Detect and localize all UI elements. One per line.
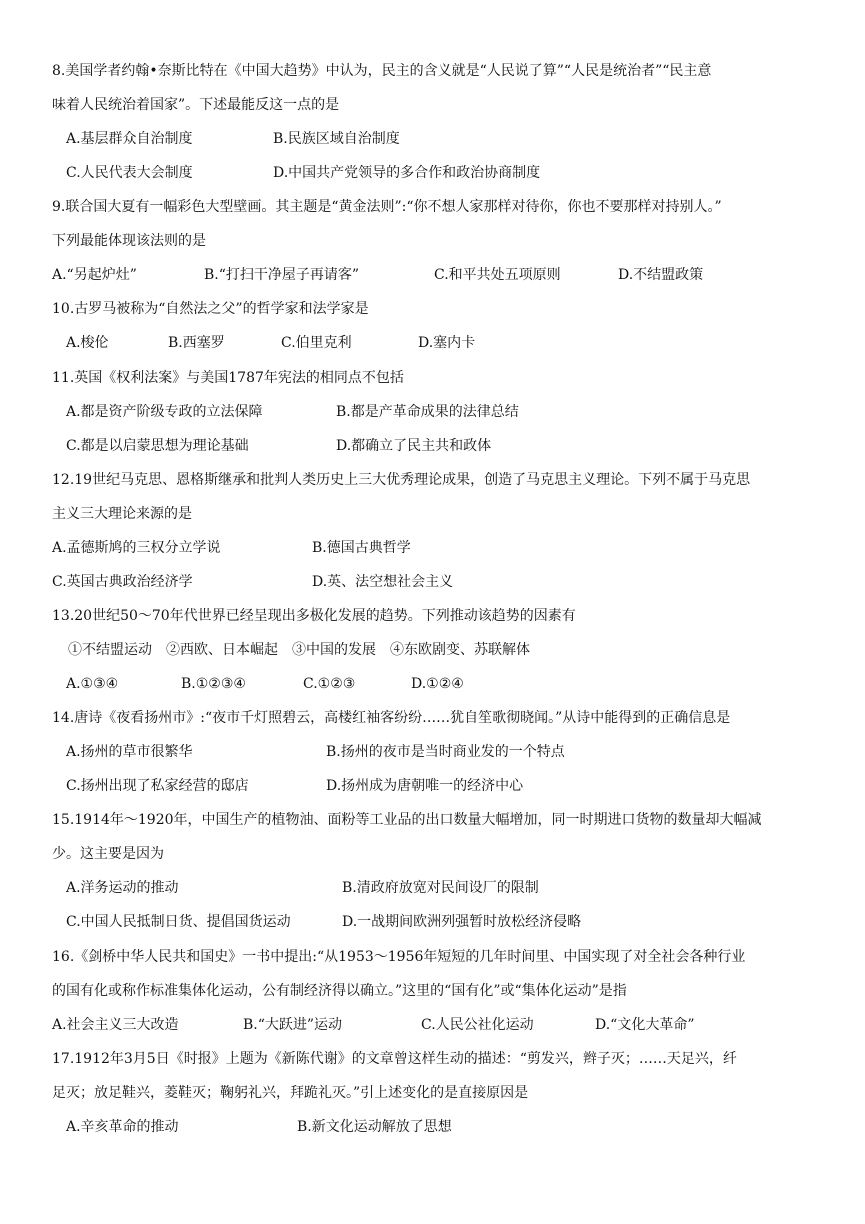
q12-options-row1	[52, 538, 813, 558]
q12-options-row2	[52, 572, 813, 592]
q12-option-a: A.孟德斯鸠的三权分立学说	[52, 540, 221, 556]
q17-option-b: B.新文化运动解放了思想	[297, 1119, 452, 1135]
q17-option-a: A.辛亥革命的推动	[66, 1119, 179, 1135]
q14-option-a: A.扬州的草市很繁华	[66, 744, 193, 760]
q8-stem-line1: 8.美国学者约翰•奈斯比特在《中国大趋势》中认为，民主的含义就是“人民说了算”“人民是统治者”“民主意	[52, 63, 712, 79]
q17-stem-line2: 足灭；放足鞋兴，菱鞋灭；鞠躬礼兴，拜跪礼灭。”引上述变化的是直接原因是	[52, 1085, 529, 1101]
q9-option-c: C.和平共处五项原则	[434, 267, 561, 283]
q9-stem-line1: 9.联合国大夏有一幅彩色大型壁画。其主题是“黄金法则”:“你不想人家那样对待你，你也不要那样对持别人。”	[52, 199, 722, 215]
q8-option-a: A.基层群众自治制度	[66, 131, 193, 147]
q15-option-c: C.中国人民抵制日货、提倡国货运动	[66, 914, 291, 930]
q9-stem-line2: 下列最能体现该法则的是	[52, 233, 206, 249]
q13-option-d: D.①②④	[411, 676, 464, 692]
q14-option-d: D.扬州成为唐朝唯一的经济中心	[326, 778, 524, 794]
q15-stem-line2: 少。这主要是因为	[52, 846, 164, 862]
q10-options-row	[66, 333, 813, 353]
q11-options-row1	[66, 402, 813, 422]
q8-option-d: D.中国共产党领导的多合作和政治协商制度	[273, 165, 541, 181]
q15-option-b: B.清政府放宽对民间设厂的限制	[342, 880, 539, 896]
q13-option-a: A.①③④	[66, 676, 119, 692]
q13-option-c: C.①②③	[303, 676, 356, 692]
q14-stem: 14.唐诗《夜看扬州市》:“夜市千灯照碧云，高楼红袖客纷纷……犹自笙歌彻晓闻。”从诗中能得到的正确信息是	[52, 710, 731, 726]
q8-stem-line2: 味着人民统治着国家”。下述最能反这一点的是	[52, 97, 340, 113]
q13-stem: 13.20世纪50～70年代世界已经呈现出多极化发展的趋势。下列推动该趋势的因素有	[52, 608, 576, 624]
q15-option-a: A.洋务运动的推动	[66, 880, 179, 896]
q14-options-row2	[66, 776, 813, 796]
q8-option-c: C.人民代表大会制度	[66, 165, 193, 181]
q10-stem: 10.古罗马被称为“自然法之父”的哲学家和法学家是	[52, 301, 369, 317]
q14-option-c: C.扬州出现了私家经营的邸店	[66, 778, 249, 794]
q13-items: ①不结盟运动 ②西欧、日本崛起 ③中国的发展 ④东欧剧变、苏联解体	[68, 642, 530, 658]
q16-option-a: A.社会主义三大改造	[52, 1017, 179, 1033]
q11-option-c: C.都是以启蒙思想为理论基础	[66, 438, 249, 454]
q16-options-row	[52, 1015, 813, 1035]
q12-option-b: B.德国古典哲学	[312, 540, 411, 556]
q12-option-d: D.英、法空想社会主义	[312, 574, 454, 590]
q11-option-b: B.都是产革命成果的法律总结	[336, 404, 519, 420]
q12-option-c: C.英国古典政治经济学	[52, 574, 193, 590]
q9-options-row	[52, 265, 813, 285]
q16-option-b: B.“大跃进”运动	[243, 1017, 343, 1033]
q11-stem: 11.英国《权利法案》与美国1787年宪法的相同点不包括	[52, 370, 404, 386]
q13-options-row	[66, 674, 813, 694]
q10-option-d: D.塞内卡	[418, 335, 476, 351]
q16-option-d: D.“文化大革命”	[595, 1017, 695, 1033]
q11-option-d: D.都确立了民主共和政体	[336, 438, 492, 454]
q16-stem-line1: 16.《剑桥中华人民共和国史》一书中提出:“从1953～1956年短短的几年时间里、中国实现了对全社会各种行业	[52, 949, 746, 965]
q13-option-b: B.①②③④	[181, 676, 246, 692]
q11-options-row2	[66, 436, 813, 456]
q17-stem-line1: 17.1912年3月5日《时报》上题为《新陈代谢》的文章曾这样生动的描述：“剪发兴，辫子灭；……天足兴，纤	[52, 1051, 737, 1067]
q14-options-row1	[66, 742, 813, 762]
q12-stem-line2: 主义三大理论来源的是	[52, 506, 192, 522]
q9-option-b: B.“打扫干净屋子再请客”	[204, 267, 360, 283]
q15-options-row2	[66, 912, 813, 932]
q9-option-d: D.不结盟政策	[618, 267, 704, 283]
q8-options-row1	[66, 129, 813, 149]
q15-options-row1	[66, 878, 813, 898]
q12-stem-line1: 12.19世纪马克思、恩格斯继承和批判人类历史上三大优秀理论成果，创造了马克思主义理论。下列不属于马克思	[52, 472, 751, 488]
q17-options-row	[66, 1117, 813, 1137]
q8-option-b: B.民族区域自治制度	[273, 131, 400, 147]
q10-option-b: B.西塞罗	[168, 335, 225, 351]
q8-options-row2	[66, 163, 813, 183]
q10-option-a: A.梭伦	[66, 335, 109, 351]
q9-option-a: A.“另起炉灶”	[52, 267, 137, 283]
q15-option-d: D.一战期间欧洲列强暂时放松经济侵略	[342, 914, 582, 930]
q16-option-c: C.人民公社化运动	[421, 1017, 534, 1033]
q14-option-b: B.扬州的夜市是当时商业发的一个特点	[326, 744, 565, 760]
q10-option-c: C.伯里克利	[281, 335, 352, 351]
q15-stem-line1: 15.1914年～1920年，中国生产的植物油、面粉等工业品的出口数量大幅增加，同一时期进口货物的数量却大幅减	[52, 812, 762, 828]
q16-stem-line2: 的国有化或称作标准集体化运动，公有制经济得以确立。”这里的“国有化”或“集体化运动”是指	[52, 983, 627, 999]
q11-option-a: A.都是资产阶级专政的立法保障	[66, 404, 263, 420]
